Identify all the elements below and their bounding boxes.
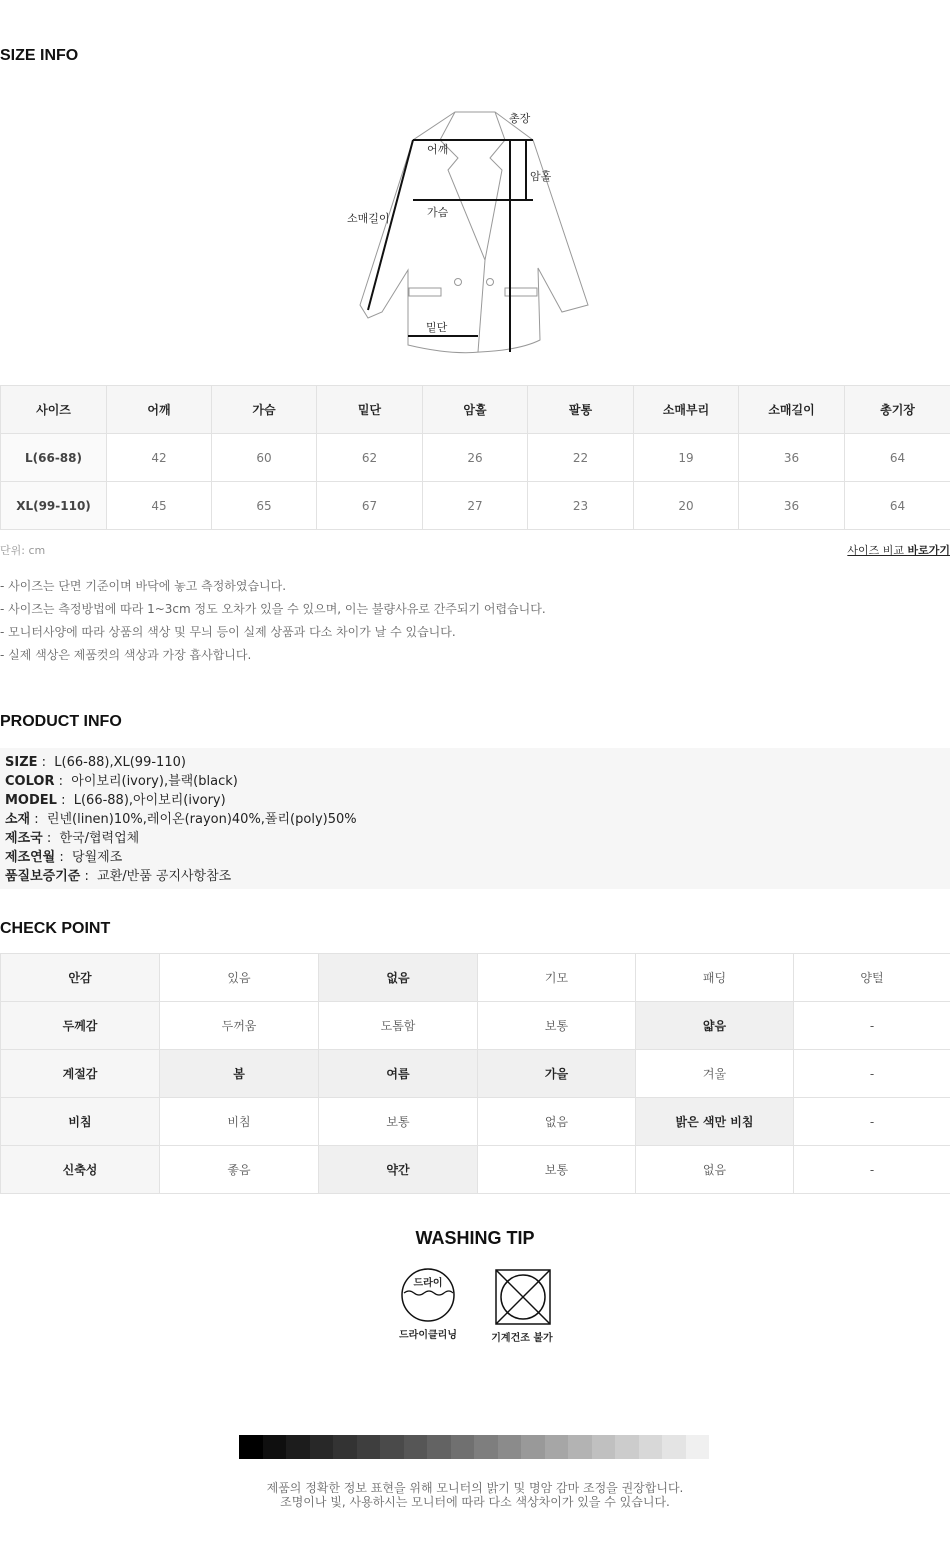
value-cell: 27 bbox=[423, 482, 528, 530]
gray-swatch bbox=[568, 1435, 592, 1459]
gray-swatch bbox=[521, 1435, 545, 1459]
footer-line: 제품의 정확한 정보 표현을 위해 모니터의 밝기 및 명암 감마 조정을 권장합니다. bbox=[266, 1481, 684, 1495]
check-option-cell: 없음 bbox=[636, 1146, 794, 1194]
monitor-notice bbox=[0, 1481, 950, 1509]
check-option-cell: 비침 bbox=[160, 1098, 319, 1146]
value-cell: 65 bbox=[212, 482, 317, 530]
check-option-cell: 두꺼움 bbox=[160, 1002, 319, 1050]
check-option-cell: 겨울 bbox=[636, 1050, 794, 1098]
note-item: - 사이즈는 측정방법에 따라 1~3cm 정도 오차가 있을 수 있으며, 이는 불량사유로 간주되기 어렵습니다. bbox=[0, 602, 546, 616]
gray-swatch bbox=[686, 1435, 710, 1459]
gray-swatch bbox=[615, 1435, 639, 1459]
gray-swatch bbox=[427, 1435, 451, 1459]
gray-swatch bbox=[357, 1435, 381, 1459]
check-option-cell: 여름 bbox=[319, 1050, 478, 1098]
gray-scale-bar bbox=[239, 1435, 709, 1459]
gray-swatch bbox=[474, 1435, 498, 1459]
size-table bbox=[0, 385, 950, 530]
value-cell: 36 bbox=[739, 482, 845, 530]
table-row bbox=[1, 482, 950, 530]
header-cell: 암홀 bbox=[423, 386, 528, 434]
dry-icon-text: 드라이 bbox=[413, 1278, 443, 1289]
size-notes bbox=[0, 575, 546, 667]
info-value: L(66-88),아이보리(ivory) bbox=[73, 793, 226, 808]
label-chest: 가슴 bbox=[427, 206, 449, 219]
table-row bbox=[1, 954, 950, 1002]
header-cell: 사이즈 bbox=[1, 386, 107, 434]
value-cell: 62 bbox=[317, 434, 423, 482]
size-cell: XL(99-110) bbox=[1, 482, 107, 530]
note-item: - 사이즈는 단면 기준이며 바닥에 놓고 측정하였습니다. bbox=[0, 579, 287, 593]
gray-swatch bbox=[380, 1435, 404, 1459]
gray-swatch bbox=[404, 1435, 428, 1459]
check-label-cell: 신축성 bbox=[1, 1146, 160, 1194]
check-option-cell: 기모 bbox=[478, 954, 636, 1002]
size-table-header bbox=[1, 386, 950, 434]
no-tumble-dry-label: 기계건조 불가 bbox=[491, 1333, 553, 1344]
gray-swatch bbox=[333, 1435, 357, 1459]
dry-cleaning-label: 드라이클리닝 bbox=[399, 1330, 457, 1341]
product-info-title: PRODUCT INFO bbox=[0, 713, 122, 730]
check-option-cell: 있음 bbox=[160, 954, 319, 1002]
info-key: 품질보증기준 bbox=[5, 869, 81, 884]
value-cell: 22 bbox=[528, 434, 634, 482]
no-tumble-dry-icon bbox=[494, 1268, 552, 1326]
info-key: SIZE bbox=[5, 755, 38, 770]
value-cell: 64 bbox=[845, 434, 950, 482]
value-cell: 64 bbox=[845, 482, 950, 530]
check-label-cell: 계절감 bbox=[1, 1050, 160, 1098]
product-info-row: COLOR : 아이보리(ivory),블랙(black) bbox=[5, 774, 238, 789]
product-info-row: 제조국 : 한국/협력업체 bbox=[5, 831, 140, 846]
check-option-cell: 보통 bbox=[478, 1002, 636, 1050]
check-option-cell: 도톰함 bbox=[319, 1002, 478, 1050]
check-option-cell: 없음 bbox=[478, 1098, 636, 1146]
product-info-row: SIZE : L(66-88),XL(99-110) bbox=[5, 755, 186, 770]
table-row bbox=[1, 434, 950, 482]
compare-prefix: 사이즈 비교 bbox=[847, 544, 908, 557]
check-label-cell: 두께감 bbox=[1, 1002, 160, 1050]
note-item: - 모니터사양에 따라 상품의 색상 및 무늬 등이 실제 상품과 다소 차이가 날 수 있습니다. bbox=[0, 625, 456, 639]
gray-swatch bbox=[310, 1435, 334, 1459]
label-armhole: 암홀 bbox=[530, 170, 552, 183]
gray-swatch bbox=[239, 1435, 263, 1459]
value-cell: 60 bbox=[212, 434, 317, 482]
check-option-cell: 밝은 색만 비침 bbox=[636, 1098, 794, 1146]
check-option-cell: 얇음 bbox=[636, 1002, 794, 1050]
table-row bbox=[1, 1002, 950, 1050]
info-value: 한국/협력업체 bbox=[59, 831, 140, 846]
check-label-cell: 안감 bbox=[1, 954, 160, 1002]
label-total-length: 총장 bbox=[509, 112, 531, 125]
header-cell: 소매부리 bbox=[634, 386, 739, 434]
table-row bbox=[1, 1098, 950, 1146]
check-option-cell: 약간 bbox=[319, 1146, 478, 1194]
gray-swatch bbox=[639, 1435, 663, 1459]
header-cell: 밑단 bbox=[317, 386, 423, 434]
check-option-cell: - bbox=[794, 1146, 950, 1194]
gray-swatch bbox=[592, 1435, 616, 1459]
label-sleeve-length: 소매길이 bbox=[347, 212, 390, 225]
label-hem: 밑단 bbox=[426, 321, 448, 334]
unit-label: 단위: cm bbox=[0, 544, 46, 557]
note-item: - 실제 색상은 제품컷의 색상과 가장 흡사합니다. bbox=[0, 648, 252, 662]
washing-tip-title: WASHING TIP bbox=[415, 1228, 535, 1248]
info-key: MODEL bbox=[5, 793, 57, 808]
compare-link-text: 바로가기 bbox=[907, 544, 950, 557]
check-option-cell: - bbox=[794, 1002, 950, 1050]
header-cell: 어깨 bbox=[107, 386, 212, 434]
product-info-box bbox=[0, 748, 950, 889]
check-label-cell: 비침 bbox=[1, 1098, 160, 1146]
check-option-cell: - bbox=[794, 1050, 950, 1098]
size-info-title: SIZE INFO bbox=[0, 47, 79, 64]
header-cell: 총기장 bbox=[845, 386, 950, 434]
size-cell: L(66-88) bbox=[1, 434, 107, 482]
info-value: L(66-88),XL(99-110) bbox=[54, 755, 186, 770]
info-key: COLOR bbox=[5, 774, 55, 789]
table-row bbox=[1, 1146, 950, 1194]
check-option-cell: 좋음 bbox=[160, 1146, 319, 1194]
info-value: 당월제조 bbox=[72, 850, 123, 865]
check-option-cell: 양털 bbox=[794, 954, 950, 1002]
check-point-table bbox=[0, 953, 950, 1194]
product-info-row: 소재 : 린넨(linen)10%,레이온(rayon)40%,폴리(poly)50% bbox=[5, 812, 357, 827]
value-cell: 19 bbox=[634, 434, 739, 482]
info-value: 린넨(linen)10%,레이온(rayon)40%,폴리(poly)50% bbox=[46, 812, 357, 827]
label-shoulder: 어깨 bbox=[427, 143, 449, 156]
gray-swatch bbox=[286, 1435, 310, 1459]
check-option-cell: 봄 bbox=[160, 1050, 319, 1098]
gray-swatch bbox=[545, 1435, 569, 1459]
value-cell: 42 bbox=[107, 434, 212, 482]
header-cell: 팔통 bbox=[528, 386, 634, 434]
value-cell: 20 bbox=[634, 482, 739, 530]
value-cell: 23 bbox=[528, 482, 634, 530]
gray-swatch bbox=[662, 1435, 686, 1459]
check-option-cell: - bbox=[794, 1098, 950, 1146]
value-cell: 26 bbox=[423, 434, 528, 482]
info-value: 아이보리(ivory),블랙(black) bbox=[71, 774, 238, 789]
header-cell: 가슴 bbox=[212, 386, 317, 434]
check-option-cell: 가을 bbox=[478, 1050, 636, 1098]
info-key: 제조연월 bbox=[5, 850, 56, 865]
info-key: 소재 bbox=[5, 812, 31, 827]
product-info-row: 제조연월 : 당월제조 bbox=[5, 850, 123, 865]
check-option-cell: 없음 bbox=[319, 954, 478, 1002]
size-compare-link[interactable] bbox=[847, 542, 950, 558]
check-option-cell: 패딩 bbox=[636, 954, 794, 1002]
info-key: 제조국 bbox=[5, 831, 43, 846]
gray-swatch bbox=[451, 1435, 475, 1459]
product-info-row: MODEL : L(66-88),아이보리(ivory) bbox=[5, 793, 226, 808]
value-cell: 45 bbox=[107, 482, 212, 530]
check-option-cell: 보통 bbox=[319, 1098, 478, 1146]
gray-swatch bbox=[498, 1435, 522, 1459]
jacket-size-diagram bbox=[340, 100, 600, 360]
header-cell: 소매길이 bbox=[739, 386, 845, 434]
value-cell: 67 bbox=[317, 482, 423, 530]
footer-line: 조명이나 빛, 사용하시는 모니터에 따라 다소 색상차이가 있을 수 있습니다. bbox=[280, 1495, 670, 1509]
gray-swatch bbox=[263, 1435, 287, 1459]
table-row bbox=[1, 1050, 950, 1098]
product-info-row: 품질보증기준 : 교환/반품 공지사항참조 bbox=[5, 869, 232, 884]
check-option-cell: 보통 bbox=[478, 1146, 636, 1194]
check-point-title: CHECK POINT bbox=[0, 920, 111, 937]
info-value: 교환/반품 공지사항참조 bbox=[97, 869, 232, 884]
value-cell: 36 bbox=[739, 434, 845, 482]
